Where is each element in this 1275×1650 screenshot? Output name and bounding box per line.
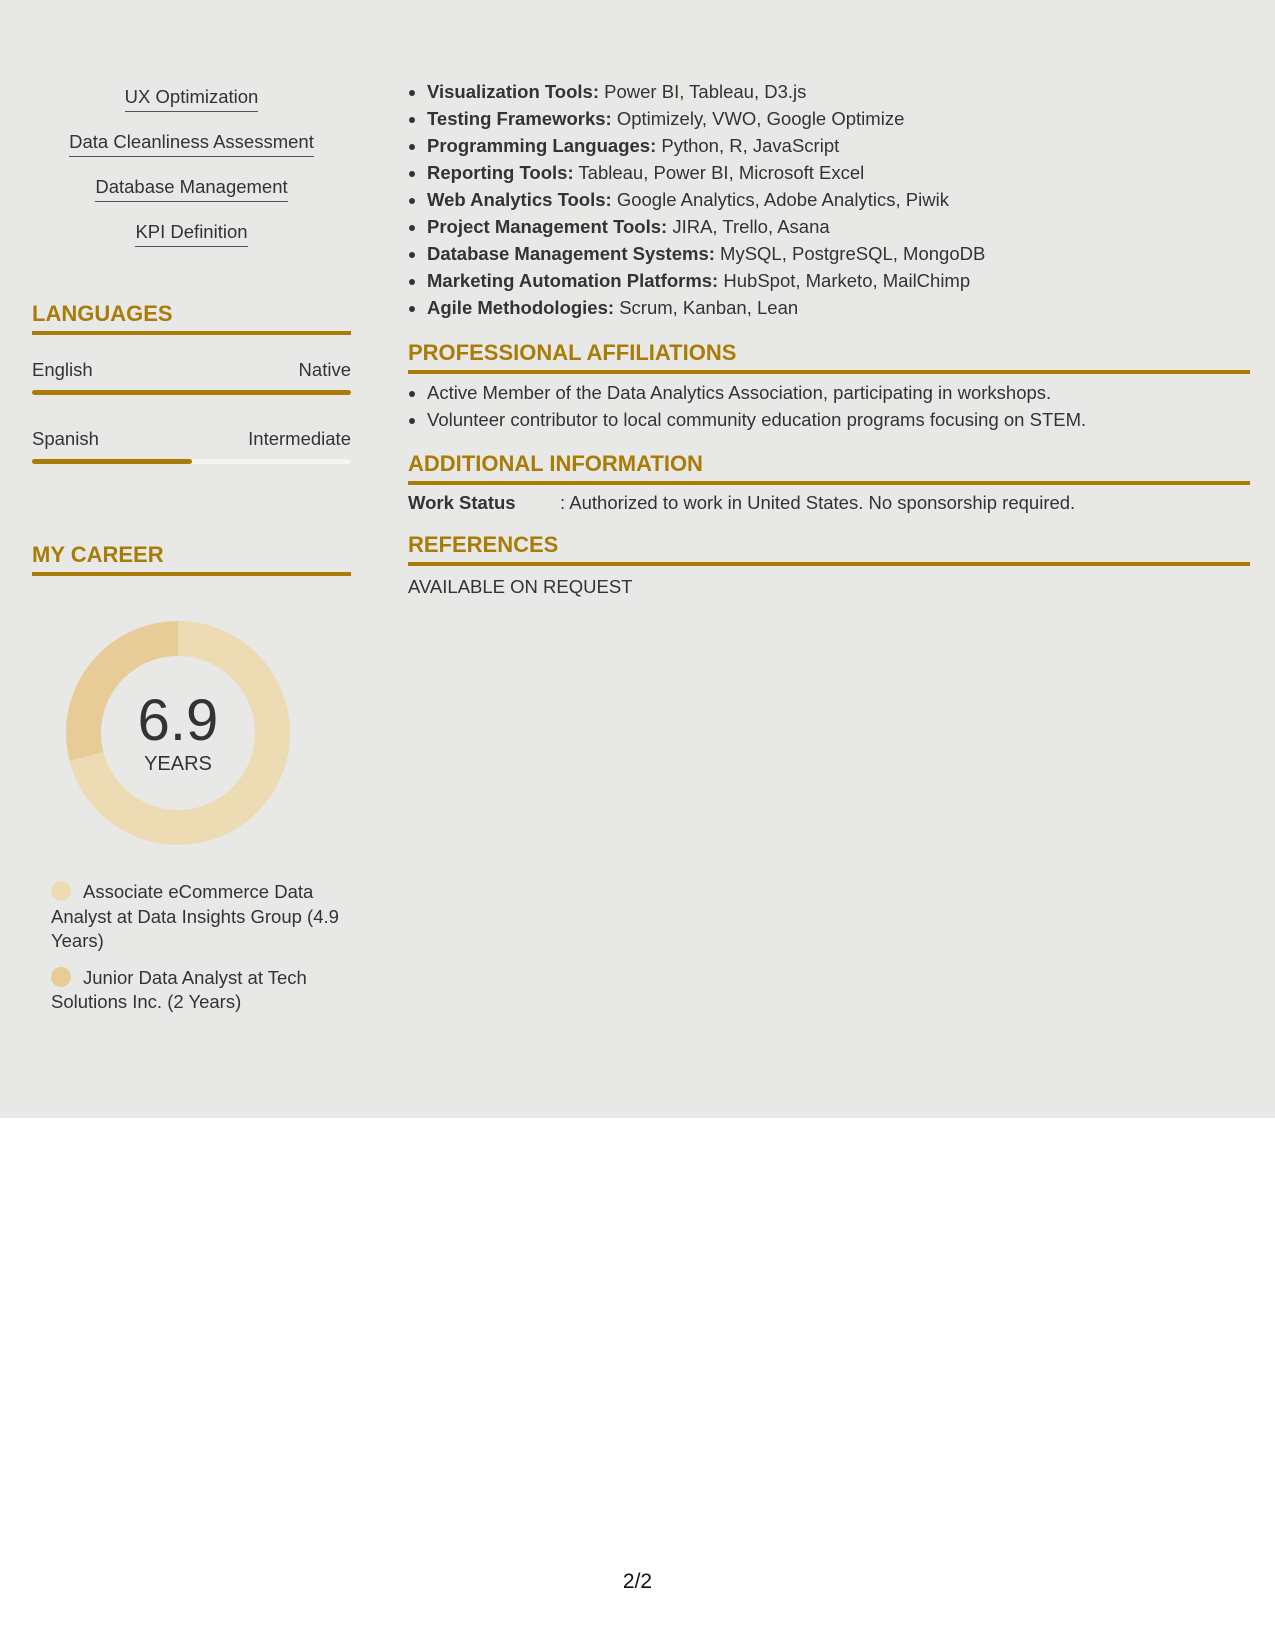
language-bar-fill <box>32 459 192 464</box>
tools-list-item <box>427 78 1250 105</box>
affiliation-item: • Volunteer contributor to local community education programs focusing on STEM. <box>427 406 1250 433</box>
skills-list <box>32 86 351 266</box>
page-number: 2/2 <box>622 1570 653 1593</box>
career-legend-item <box>51 966 341 1015</box>
tool-values: MySQL, PostgreSQL, MongoDB <box>720 243 986 264</box>
affiliations-heading: PROFESSIONAL AFFILIATIONS <box>408 340 1250 374</box>
tools-list-item <box>427 267 1250 294</box>
tool-values: Power BI, Tableau, D3.js <box>604 81 807 102</box>
career-donut-chart <box>66 621 290 845</box>
language-level: Native <box>298 359 351 380</box>
skill-tag <box>32 221 351 266</box>
work-status-label: Work Status <box>408 492 516 513</box>
language-level: Intermediate <box>248 428 351 449</box>
skill-tag-label: UX Optimization <box>125 86 259 112</box>
tool-category: Web Analytics Tools: <box>427 189 612 210</box>
language-bar-fill <box>32 390 351 395</box>
languages-heading: LANGUAGES <box>32 301 351 335</box>
tools-section <box>408 78 1250 321</box>
career-legend <box>51 880 341 1027</box>
affiliations-section <box>408 379 1250 433</box>
career-years-unit: YEARS <box>144 753 212 775</box>
language-bar-spanish <box>32 459 351 464</box>
tool-values: Google Analytics, Adobe Analytics, Piwik <box>616 189 949 210</box>
career-job-label: Associate eCommerce Data Analyst at Data Insights Group (4.9 Years) <box>51 881 339 951</box>
references-heading: REFERENCES <box>408 532 1250 566</box>
career-job-label: Junior Data Analyst at Tech Solutions Inc. (2 Years) <box>51 966 307 1012</box>
tools-list <box>408 78 1250 321</box>
skill-tag-label: Data Cleanliness Assessment <box>69 131 314 157</box>
tool-category: Programming Languages: <box>427 135 657 156</box>
legend-dot-icon <box>51 881 71 901</box>
language-bar-english <box>32 390 351 395</box>
tools-list-item <box>427 105 1250 132</box>
language-name: Spanish <box>32 428 99 449</box>
tool-values: HubSpot, Marketo, MailChimp <box>723 270 971 291</box>
tool-category: Visualization Tools: <box>427 81 600 102</box>
skill-tag <box>32 86 351 131</box>
legend-dot-icon <box>51 967 71 987</box>
tools-list-item <box>427 213 1250 240</box>
tool-values: JIRA, Trello, Asana <box>672 216 830 237</box>
additional-info-heading: ADDITIONAL INFORMATION <box>408 451 1250 485</box>
affiliation-item: • Active Member of the Data Analytics Association, participating in workshops. <box>427 379 1250 406</box>
skill-tag-label: Database Management <box>95 176 287 202</box>
work-status-row <box>408 491 1075 515</box>
career-total-years: 6.9 <box>137 688 219 753</box>
work-status-value: : Authorized to work in United States. No sponsorship required. <box>560 492 1076 513</box>
tool-category: Reporting Tools: <box>427 162 574 183</box>
skill-tag <box>32 176 351 221</box>
skill-tag <box>32 131 351 176</box>
tools-list-item <box>427 159 1250 186</box>
tools-list-item <box>427 240 1250 267</box>
career-legend-item <box>51 880 341 954</box>
skill-tag-label: KPI Definition <box>135 221 247 247</box>
tool-values: Scrum, Kanban, Lean <box>619 297 799 318</box>
tools-list-item <box>427 132 1250 159</box>
tool-category: Agile Methodologies: <box>427 297 615 318</box>
language-row-english <box>32 359 351 381</box>
tool-values: Optimizely, VWO, Google Optimize <box>616 108 905 129</box>
tool-values: Tableau, Power BI, Microsoft Excel <box>578 162 865 183</box>
tool-values: Python, R, JavaScript <box>661 135 840 156</box>
tool-category: Marketing Automation Platforms: <box>427 270 719 291</box>
tool-category: Database Management Systems: <box>427 243 715 264</box>
tools-list-item <box>427 294 1250 321</box>
tool-category: Project Management Tools: <box>427 216 668 237</box>
affiliations-list <box>408 379 1250 433</box>
career-heading: MY CAREER <box>32 542 351 576</box>
language-row-spanish <box>32 428 351 450</box>
tools-list-item <box>427 186 1250 213</box>
tool-category: Testing Frameworks: <box>427 108 612 129</box>
references-text: AVAILABLE ON REQUEST <box>408 576 633 597</box>
language-name: English <box>32 359 93 380</box>
